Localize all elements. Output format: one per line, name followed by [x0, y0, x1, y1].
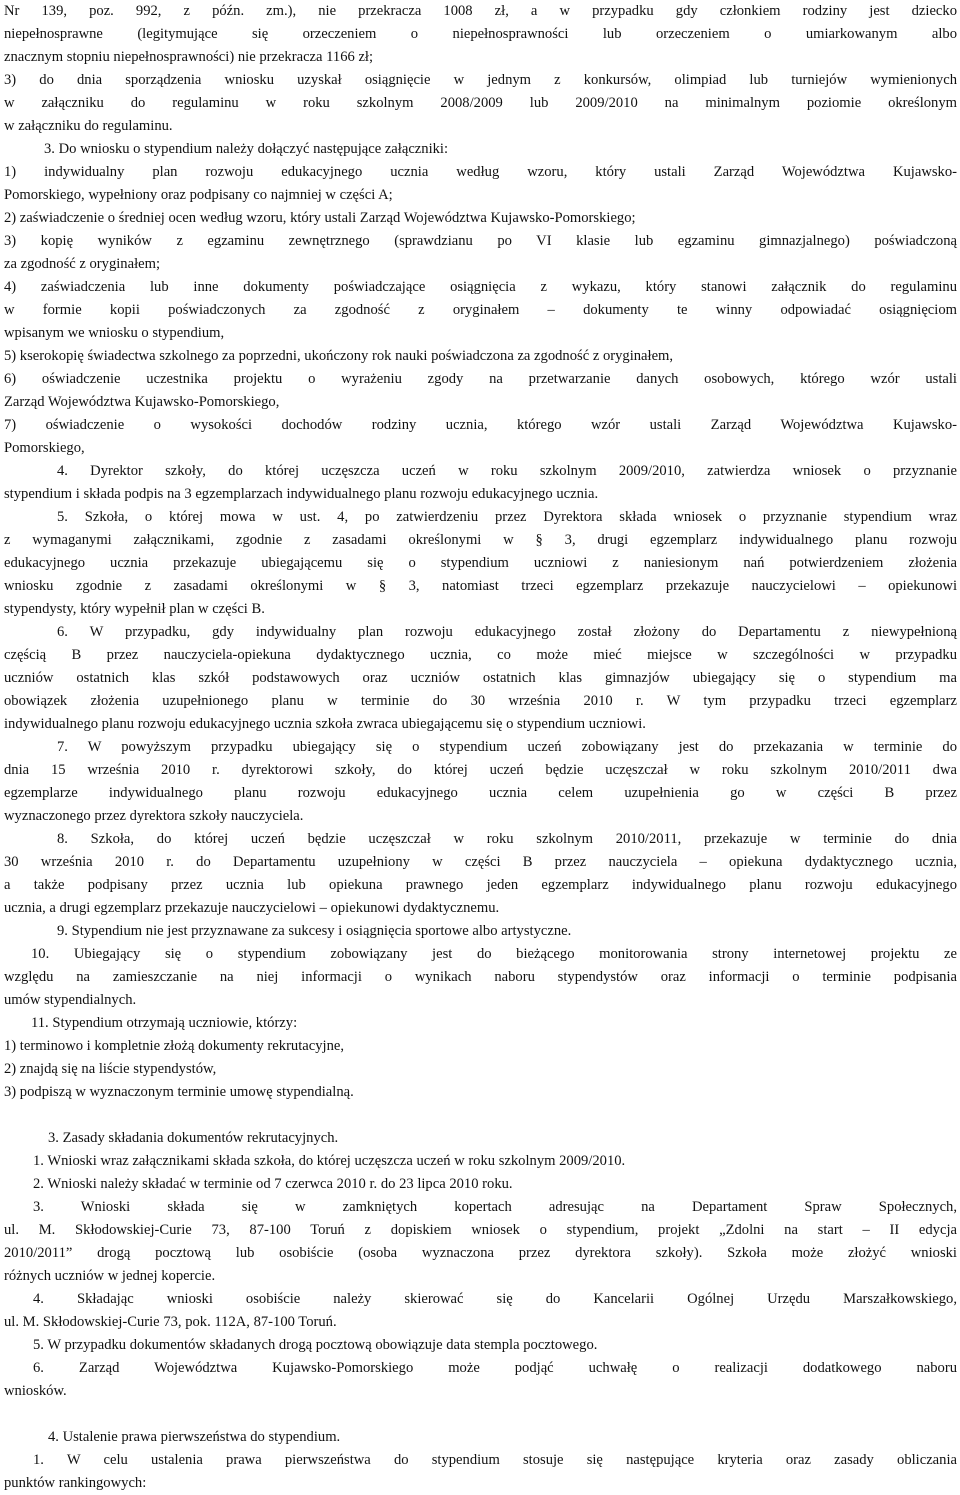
text-line: Nr 139, poz. 992, z późn. zm.), nie przekracza 1008 zł, a w przypadku gdy członkiem rodziny jest dziecko [4, 3, 957, 19]
text-line: ul. M. Skłodowskiej-Curie 73, pok. 112A, 87-100 Toruń. [4, 1314, 337, 1330]
text-line: a także podpisany przez ucznia lub opiekuna prawnego jeden egzemplarz indywidualnego planu rozwoju edukacyjnego [4, 877, 957, 893]
text-line: indywidualnego planu rozwoju edukacyjnego ucznia szkoła zwraca ubiegającemu się o stypendium uczniowi. [4, 716, 646, 732]
text-line: 7. W powyższym przypadku ubiegający się o stypendium uczeń zobowiązany jest do przekazania w terminie do [57, 739, 957, 755]
text-line: ucznia, a drugi egzemplarz przekazuje nauczycielowi – opiekunowi dydaktycznemu. [4, 900, 500, 916]
text-line: w załączniku do regulaminu. [4, 118, 173, 134]
text-line: 2010/2011” drogą pocztową lub osobiście (osoba wyznaczona przez dyrektora szkoły). Szkoła może złożyć wnioski [4, 1245, 957, 1261]
text-line: 6) oświadczenie uczestnika projektu o wyrażeniu zgody na przetwarzanie danych osobowych, którego wzór ustali [4, 371, 957, 387]
text-line: 7) oświadczenie o wysokości dochodów rodziny ucznia, którego wzór ustali Zarząd Województwa Kujawsko- [4, 417, 957, 433]
text-line: 6. W przypadku, gdy indywidualny plan rozwoju edukacyjnego został złożony do Departamentu z niewypełnioną [57, 624, 957, 640]
text-line: 4) zaświadczenia lub inne dokumenty poświadczające osiągnięcia z wykazu, który stanowi załącznik do regulaminu [4, 279, 957, 295]
text-line: wniosku zgodnie z zasadami określonymi w § 3, natomiast trzeci egzemplarz przekazuje nauczycielowi – opiekunowi [4, 578, 957, 594]
text-line: 3. Wnioski składa się w zamkniętych kopertach adresując na Departament Spraw Społecznych, [33, 1199, 957, 1215]
text-line: 5. Szkoła, o której mowa w ust. 4, po zatwierdzeniu przez Dyrektora składa wniosek o przyznanie stypendium wraz [57, 509, 957, 525]
text-line: w załączniku do regulaminu w roku szkolnym 2008/2009 lub 2009/2010 na minimalnym poziomie określonym [4, 95, 957, 111]
text-line: 2. Wnioski należy składać w terminie od 7 czerwca 2010 r. do 23 lipca 2010 roku. [33, 1176, 513, 1192]
text-line: 1. W celu ustalenia prawa pierwszeństwa do stypendium stosuje się następujące kryteria oraz zasady obliczania [33, 1452, 957, 1468]
text-line [4, 1104, 957, 1127]
text-line: 5) kserokopię świadectwa szkolnego za poprzedni, ukończony rok nauki poświadczona za zgodność z oryginałem, [4, 348, 674, 364]
text-line: Pomorskiego, [4, 440, 85, 456]
text-line: 3) podpiszą w wyznaczonym terminie umowę stypendialną. [4, 1084, 354, 1100]
text-line: dnia 15 września 2010 r. dyrektorowi szkoły, do której uczeń będzie uczęszczał w roku szkolnym 2010/2011 dwa [4, 762, 957, 778]
text-line: 5. W przypadku dokumentów składanych drogą pocztową obowiązuje data stempla pocztowego. [33, 1337, 598, 1353]
text-line: umów stypendialnych. [4, 992, 137, 1008]
text-line: Pomorskiego, wypełniony oraz podpisany co najmniej w części A; [4, 187, 393, 203]
text-line: w formie kopii poświadczonych za zgodność z oryginałem – dokumenty te winny odpowiadać osiągnięciom [4, 302, 957, 318]
text-line: niepełnosprawne (legitymujące się orzeczeniem o niepełnosprawności lub orzeczeniem o umiarkowanym albo [4, 26, 957, 42]
text-line: 3. Zasady składania dokumentów rekrutacyjnych. [48, 1130, 339, 1146]
text-line [4, 1403, 957, 1426]
text-line: 8. Szkoła, do której uczeń będzie uczęszczał w roku szkolnym 2010/2011, przekazuje w terminie do dnia [57, 831, 957, 847]
text-line: stypendium i składa podpis na 3 egzemplarzach indywidualnego planu rozwoju edukacyjnego ucznia. [4, 486, 599, 502]
text-line: 6. Zarząd Województwa Kujawsko-Pomorskiego może podjąć uchwałę o realizacji dodatkowego naboru [33, 1360, 957, 1376]
text-line: obowiązek złożenia uzupełnionego planu w terminie do 30 września 2010 r. W tym przypadku trzeci egzemplarz [4, 693, 957, 709]
text-line: 10. Ubiegający się o stypendium zobowiązany jest do bieżącego monitorowania strony internetowej projektu ze [31, 946, 957, 962]
text-line: 2) zaświadczenie o średniej ocen według wzoru, który ustali Zarząd Województwa Kujawsko-Pomorskiego; [4, 210, 636, 226]
text-line: 30 września 2010 r. do Departamentu uzupełniony w części B przez nauczyciela – opiekuna dydaktycznego ucznia, [4, 854, 957, 870]
text-line: stypendysty, który wypełnił plan w części B. [4, 601, 265, 617]
text-line: edukacyjnego ucznia przekazuje ubiegającemu się o stypendium uczniowi z naniesionym nań potwierdzeniem złożenia [4, 555, 957, 571]
text-line: względu na zamieszczanie na niej informacji o wynikach naboru stypendystów oraz informacji o terminie podpisania [4, 969, 957, 985]
text-line: 9. Stypendium nie jest przyznawane za sukcesy i osiągnięcia sportowe albo artystyczne. [57, 923, 572, 939]
text-line: 3. Do wniosku o stypendium należy dołączyć następujące załączniki: [44, 141, 449, 157]
text-line: 1) indywidualny plan rozwoju edukacyjnego ucznia według wzoru, który ustali Zarząd Województwa Kujawsko- [4, 164, 957, 180]
text-line: z wymaganymi załącznikami, zgodnie z zasadami określonymi w § 3, drugi egzemplarz indywidualnego planu rozwoju [4, 532, 957, 548]
text-line: znacznym stopniu niepełnosprawności) nie przekracza 1166 zł; [4, 49, 374, 65]
text-line: 1. Wnioski wraz załącznikami składa szkoła, do której uczęszcza uczeń w roku szkolnym 2009/2010. [33, 1153, 626, 1169]
text-line: uczniów ostatnich klas szkół podstawowych oraz uczniów ostatnich klas gimnazjów ubiegający się o stypendium ma [4, 670, 957, 686]
text-line: punktów rankingowych: [4, 1475, 147, 1491]
text-line: 3) kopię wyników z egzaminu zewnętrznego (sprawdzianu po VI klasie lub egzaminu gimnazjalnego) poświadczoną [4, 233, 957, 249]
text-line: za zgodność z oryginałem; [4, 256, 161, 272]
text-line: Zarząd Województwa Kujawsko-Pomorskiego, [4, 394, 280, 410]
text-line: wniosków. [4, 1383, 67, 1399]
text-line: 4. Składając wnioski osobiście należy skierować się do Kancelarii Ogólnej Urzędu Marszałkowskiego, [33, 1291, 957, 1307]
text-line: 3) do dnia sporządzenia wniosku uzyskał osiągnięcie w jednym z konkursów, olimpiad lub turniejów wymienionych [4, 72, 957, 88]
text-line: wpisanym we wniosku o stypendium, [4, 325, 225, 341]
text-line: egzemplarze indywidualnego planu rozwoju edukacyjnego ucznia celem uzupełnienia go w części B przez [4, 785, 957, 801]
text-line: wyznaczonego przez dyrektora szkoły nauczyciela. [4, 808, 304, 824]
text-line: 1) terminowo i kompletnie złożą dokumenty rekrutacyjne, [4, 1038, 345, 1054]
text-line: ul. M. Skłodowskiej-Curie 73, 87-100 Toruń z dopiskiem wniosek o stypendium, projekt „Zdolni na start – II edycja [4, 1222, 957, 1238]
text-line: 4. Dyrektor szkoły, do której uczęszcza uczeń w roku szkolnym 2009/2010, zatwierdza wniosek o przyznanie [57, 463, 957, 479]
text-line: 2) znajdą się na liście stypendystów, [4, 1061, 217, 1077]
text-line: różnych uczniów w jednej kopercie. [4, 1268, 216, 1284]
text-line: 11. Stypendium otrzymają uczniowie, którzy: [31, 1015, 298, 1031]
text-line: 4. Ustalenie prawa pierwszeństwa do stypendium. [48, 1429, 341, 1445]
text-line: częścią B przez nauczyciela-opiekuna dydaktycznego ucznia, co może mieć miejsce w szczególności w przypadku [4, 647, 957, 663]
